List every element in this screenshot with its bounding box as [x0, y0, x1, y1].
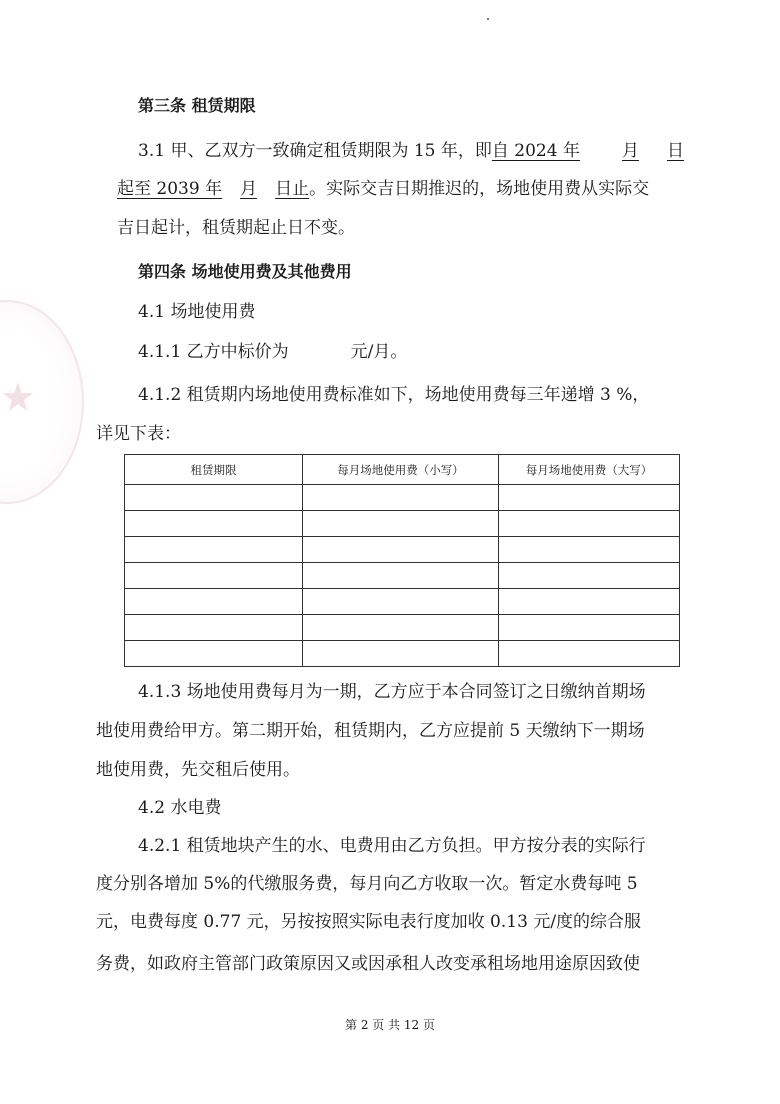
bid-price-unit: 元/月。 [350, 342, 408, 362]
table-cell [125, 537, 303, 563]
end-date-fill [117, 179, 309, 199]
scan-speck [487, 18, 489, 20]
table-cell [303, 615, 499, 641]
table-cell [125, 485, 303, 511]
end-year: 起至 2039 年 [117, 179, 223, 199]
table-row [125, 537, 680, 563]
section-4-1-2-line1: 4.1.2 租赁期内场地使用费标准如下，场地使用费每三年递增 3 %， [138, 385, 650, 405]
table-row [125, 589, 680, 615]
table-cell [125, 641, 303, 667]
start-month: 月 [621, 141, 639, 161]
table-row [125, 563, 680, 589]
table-cell [125, 511, 303, 537]
table-cell [499, 641, 680, 667]
section-4-2-1-line2: 度分别各增加 5%的代缴服务费，每月向乙方收取一次。暂定水费每吨 5 [96, 874, 638, 894]
col-header-monthly-fee-figures: 每月场地使用费（小写） [303, 455, 499, 485]
end-month: 月 [240, 179, 258, 199]
table-row [125, 615, 680, 641]
col-header-monthly-fee-words: 每月场地使用费（大写） [499, 455, 680, 485]
section-4-2-1-line4: 务费，如政府主管部门政策原因又或因承租人改变承租场地用途原因致使 [96, 954, 640, 974]
section-4-2: 4.2 水电费 [138, 798, 222, 818]
table-cell [125, 589, 303, 615]
end-day: 日止 [275, 179, 310, 199]
page-number-footer: 第 2 页 共 12 页 [345, 1018, 435, 1032]
table-cell [499, 511, 680, 537]
table-cell [303, 485, 499, 511]
table-header-row [125, 455, 680, 485]
table-cell [499, 615, 680, 641]
article3-line1-text: 3.1 甲、乙双方一致确定租赁期限为 15 年，即 [138, 141, 492, 161]
start-year: 自 2024 年 [491, 141, 580, 161]
table-cell [499, 485, 680, 511]
section-4-1-2-line2: 详见下表： [96, 424, 181, 444]
table-cell [303, 563, 499, 589]
fee-schedule-table [124, 454, 680, 667]
table-cell [125, 563, 303, 589]
section-4-1-3-line1: 4.1.3 场地使用费每月为一期，乙方应于本合同签订之日缴纳首期场 [138, 682, 646, 702]
section-4-1-3-line3: 地使用费，先交租后使用。 [96, 760, 300, 780]
article3-line2-text: 。实际交吉日期推迟的，场地使用费从实际交 [309, 179, 650, 199]
table-cell [499, 589, 680, 615]
table-cell [303, 641, 499, 667]
section-4-1-3-line2: 地使用费给甲方。第二期开始，租赁期内，乙方应提前 5 天缴纳下一期场 [96, 721, 645, 741]
article3-line2 [117, 177, 649, 201]
table-row [125, 511, 680, 537]
start-day: 日 [666, 141, 684, 161]
article3-line3: 吉日起计，租赁期起止日不变。 [117, 218, 355, 238]
start-date-fill [492, 141, 684, 161]
table-row [125, 641, 680, 667]
table-cell [303, 537, 499, 563]
table-row [125, 485, 680, 511]
section-4-2-1-line3: 元，电费每度 0.77 元，另按按照实际电表行度加收 0.13 元/度的综合服 [96, 912, 642, 932]
section-4-2-1-line1: 4.2.1 租赁地块产生的水、电费用由乙方负担。甲方按分表的实际行 [138, 836, 646, 856]
table-cell [499, 563, 680, 589]
table-cell [499, 537, 680, 563]
article3-line1 [138, 139, 684, 163]
article4-heading: 第四条 场地使用费及其他费用 [138, 262, 352, 281]
col-header-period: 租赁期限 [125, 455, 303, 485]
bid-price-label: 4.1.1 乙方中标价为 [138, 342, 289, 362]
article3-heading: 第三条 租赁期限 [138, 96, 256, 115]
seal-star-icon: ★ [0, 375, 36, 421]
section-4-1: 4.1 场地使用费 [138, 302, 256, 322]
table-cell [125, 615, 303, 641]
table-cell [303, 511, 499, 537]
section-4-1-1 [138, 340, 407, 364]
table-cell [303, 589, 499, 615]
